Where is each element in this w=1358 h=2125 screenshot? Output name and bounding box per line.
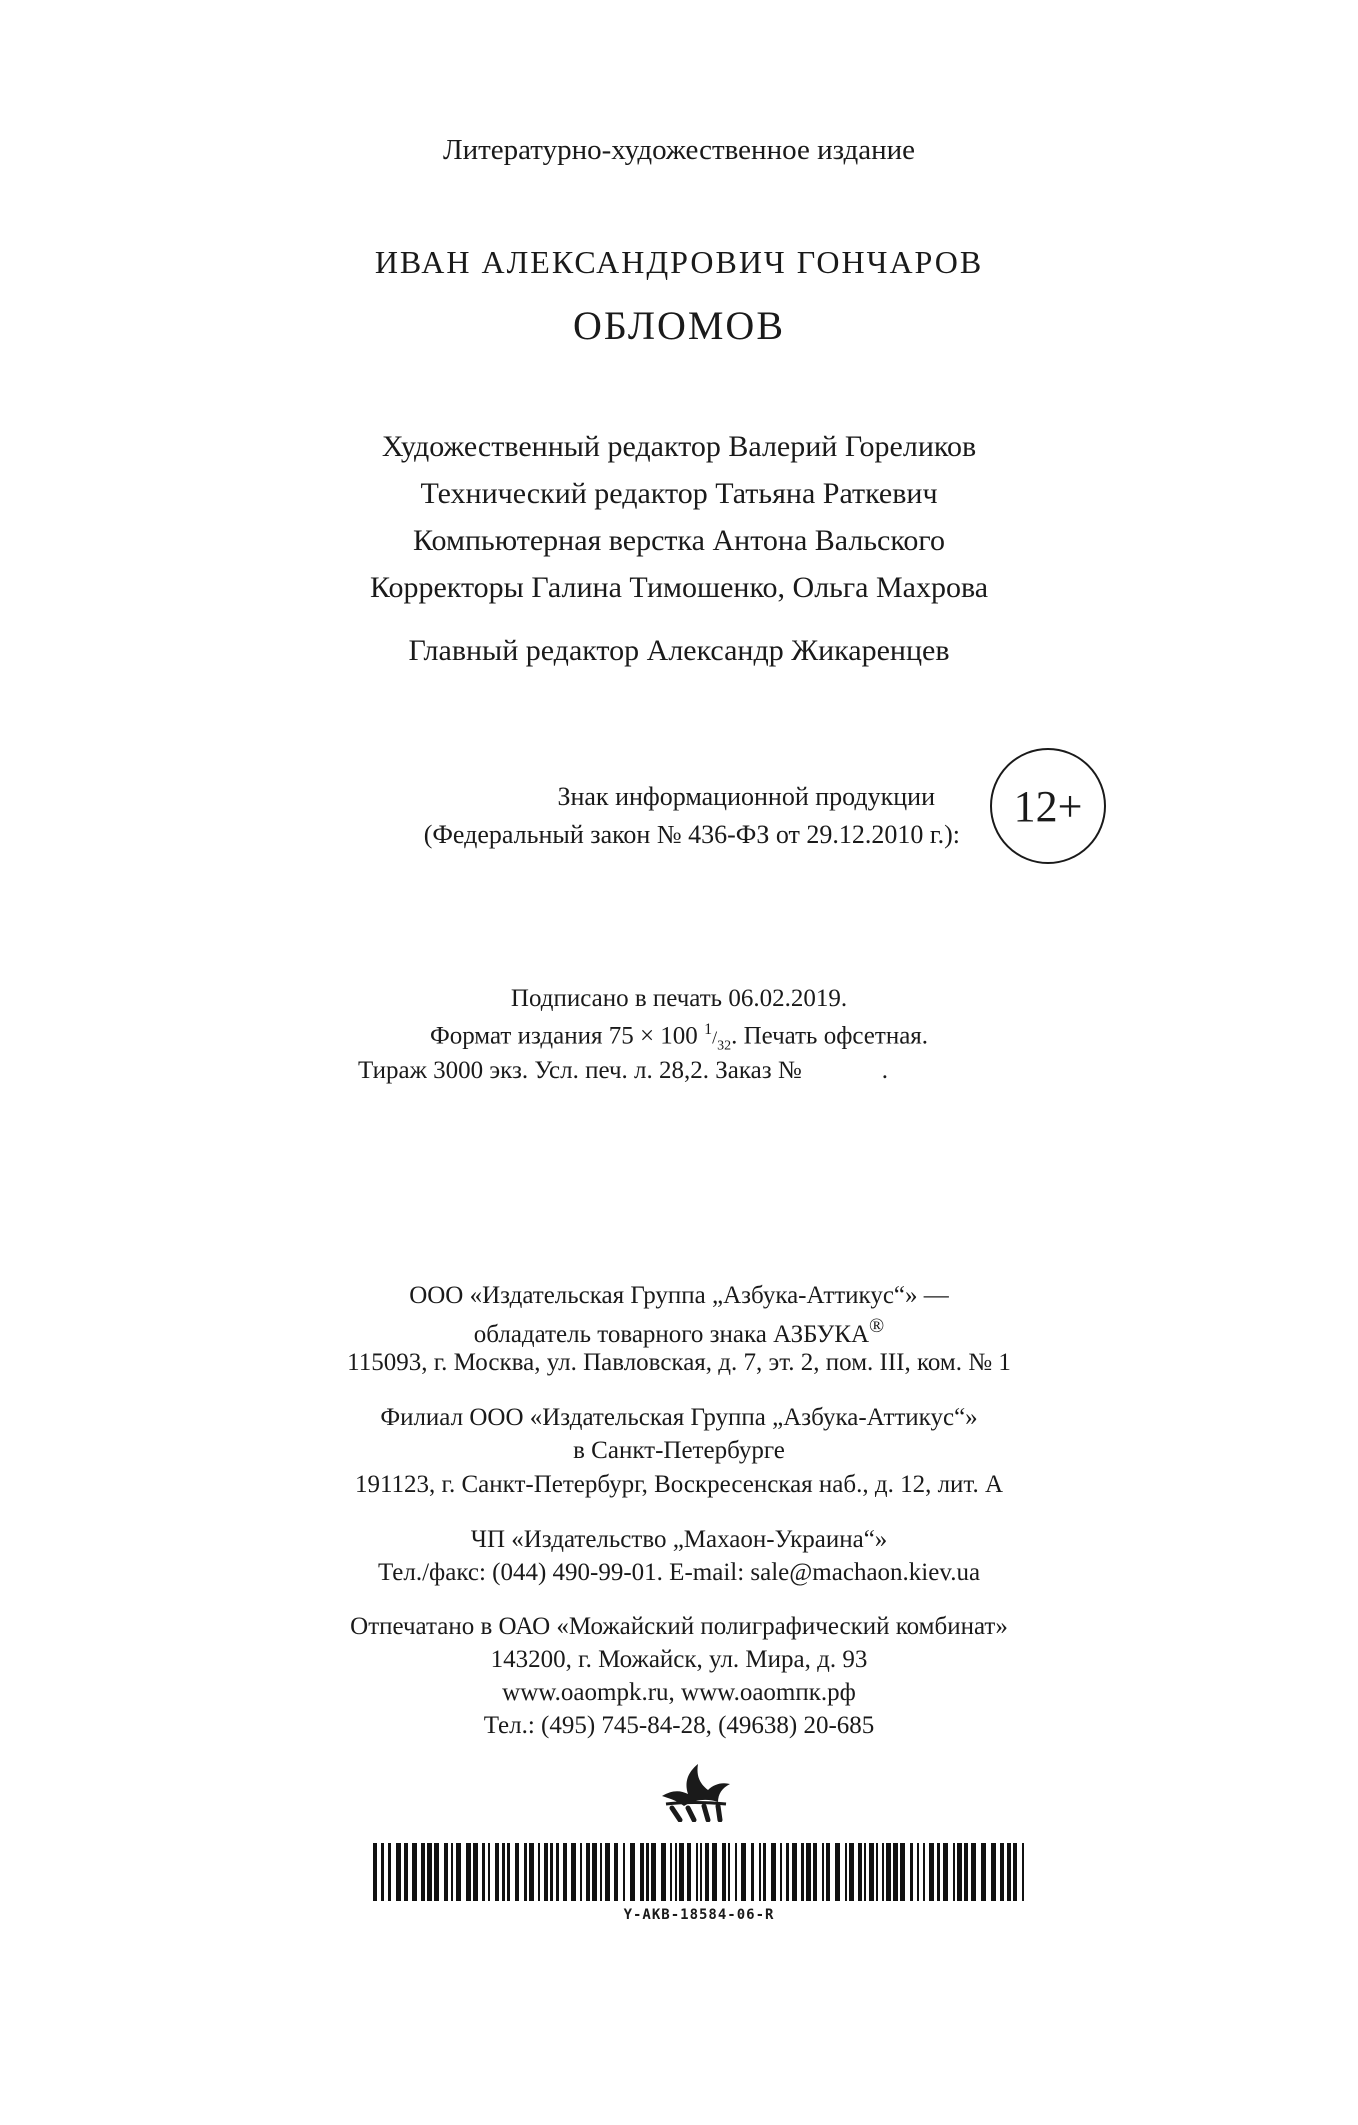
barcode-bar xyxy=(630,1843,635,1901)
barcode-bar xyxy=(651,1843,656,1901)
barcode-bar xyxy=(421,1843,425,1901)
barcode-bar xyxy=(763,1843,766,1901)
format-suffix: . Печать офсетная. xyxy=(731,1022,929,1050)
barcode-bar xyxy=(1007,1843,1011,1901)
barcode-bar xyxy=(679,1843,684,1901)
barcode-bar xyxy=(1013,1843,1017,1901)
barcode-bar xyxy=(801,1843,804,1901)
barcode-bar xyxy=(786,1843,789,1901)
barcode-bar xyxy=(728,1843,730,1901)
barcode-bar xyxy=(640,1843,644,1901)
barcode-bar xyxy=(466,1843,471,1901)
barcode-bar xyxy=(858,1843,862,1901)
barcode-bar xyxy=(864,1843,866,1901)
barcode-bar xyxy=(929,1843,934,1901)
barcode-bar xyxy=(700,1843,702,1901)
barcode-bar xyxy=(971,1843,976,1901)
barcode-bar xyxy=(722,1843,726,1901)
barcode-bar xyxy=(495,1843,499,1901)
barcode-bar xyxy=(646,1843,649,1901)
barcode-bar xyxy=(529,1843,534,1901)
barcode-bar xyxy=(910,1843,913,1901)
publisher-line1: ООО «Издательская Группа „Азбука-Аттикус“» — xyxy=(409,1282,949,1309)
info-sign-line2: (Федеральный закон № 436-ФЗ от 29.12.2010 г.): xyxy=(423,820,960,849)
barcode-bar xyxy=(943,1843,948,1901)
barcode-bar xyxy=(806,1843,811,1901)
format-fraction-den: 32 xyxy=(717,1038,732,1054)
barcode-bar xyxy=(687,1843,691,1901)
barcode-bar xyxy=(696,1843,698,1901)
genre-label: Литературно-художественное издание xyxy=(442,134,916,166)
print-run: Тираж 3000 экз. Усл. печ. л. 28,2. Заказ № . xyxy=(358,1057,888,1084)
credit-chief-editor: Главный редактор Александр Жикаренцев xyxy=(408,634,950,667)
barcode-bar xyxy=(556,1843,559,1901)
barcode-bar xyxy=(882,1843,884,1901)
barcode-bar xyxy=(427,1843,432,1901)
barcode-bar xyxy=(771,1843,776,1901)
barcode-bar xyxy=(502,1843,505,1901)
barcode-bar xyxy=(822,1843,824,1901)
publisher-line2-text: обладатель товарного знака АЗБУКА xyxy=(473,1321,870,1348)
barcode-bar xyxy=(780,1843,782,1901)
barcode-bar xyxy=(1000,1843,1004,1901)
branch-line1: Филиал ООО «Издательская Группа „Азбука-Аттикус“» xyxy=(380,1404,978,1431)
barcode-bar xyxy=(507,1843,510,1901)
barcode-bar xyxy=(373,1843,377,1901)
barcode-bar xyxy=(388,1843,391,1901)
barcode-bar xyxy=(957,1843,962,1901)
print-format: Формат издания 75 × 100 $^1/_{32}$. Печать офсетная. xyxy=(429,1021,929,1054)
publisher-line2 xyxy=(0,1315,1358,1349)
info-sign-text xyxy=(290,778,960,854)
barcode-bar xyxy=(571,1843,576,1901)
barcode-bar xyxy=(600,1843,602,1901)
barcode-bar xyxy=(538,1843,540,1901)
info-sign-line1: Знак информационной продукции xyxy=(557,782,935,811)
author-name: ИВАН АЛЕКСАНДРОВИЧ ГОНЧАРОВ xyxy=(374,244,984,280)
ukraine-line1: ЧП «Издательство „Махаон-Украина“» xyxy=(470,1526,888,1553)
credit-proofreaders: Корректоры Галина Тимошенко, Ольга Махрова xyxy=(369,571,989,604)
barcode-bar xyxy=(404,1843,408,1901)
barcode-bar xyxy=(893,1843,898,1901)
barcode-bar xyxy=(869,1843,874,1901)
branch-address: 191123, г. Санкт-Петербург, Воскресенская наб., д. 12, лит. А xyxy=(354,1471,1004,1498)
registered-mark: ® xyxy=(869,1315,885,1337)
barcode-bar xyxy=(381,1843,384,1901)
format-fraction-num: 1 xyxy=(704,1021,713,1038)
signed-to-print: Подписано в печать 06.02.2019. xyxy=(510,985,848,1012)
barcode-bar xyxy=(886,1843,891,1901)
barcode-bar xyxy=(614,1843,618,1901)
format-prefix: Формат издания 75 × 100 xyxy=(429,1022,705,1050)
barcode-bar xyxy=(550,1843,553,1901)
barcode-bar xyxy=(451,1843,453,1901)
barcode-bar xyxy=(675,1843,677,1901)
barcode-bar xyxy=(473,1843,478,1901)
barcode-bar xyxy=(849,1843,854,1901)
barcode-bar xyxy=(813,1843,817,1901)
barcode-bar xyxy=(661,1843,666,1901)
barcode-bar xyxy=(623,1843,625,1901)
printer-phones: Тел.: (495) 745-84-28, (49638) 20-685 xyxy=(483,1712,875,1739)
credit-tech-editor: Технический редактор Татьяна Раткевич xyxy=(420,477,938,510)
barcode-bar xyxy=(900,1843,905,1901)
branch-line2: в Санкт-Петербурге xyxy=(573,1437,785,1464)
print-run-text: Тираж 3000 экз. Усл. печ. л. 28,2. Заказ № xyxy=(358,1057,802,1084)
age-rating-badge xyxy=(990,748,1106,864)
barcode-bar xyxy=(482,1843,485,1901)
barcode-bar xyxy=(1022,1843,1024,1901)
barcode-bar xyxy=(792,1843,797,1901)
barcode-bar xyxy=(544,1843,548,1901)
printer-websites: www.oaompk.ru, www.oaomпк.рф xyxy=(502,1679,856,1706)
barcode-bar xyxy=(826,1843,830,1901)
barcode-bar xyxy=(712,1843,717,1901)
barcode-bar xyxy=(741,1843,746,1901)
barcode-bar xyxy=(592,1843,597,1901)
barcode-bar xyxy=(434,1843,439,1901)
printer-line1: Отпечатано в ОАО «Можайский полиграфический комбинат» xyxy=(350,1613,1008,1640)
barcode-bar xyxy=(923,1843,925,1901)
credit-layout: Компьютерная верстка Антона Вальского xyxy=(413,524,945,557)
barcode-bar xyxy=(953,1843,955,1901)
barcode-bar xyxy=(759,1843,761,1901)
barcode-bar xyxy=(580,1843,582,1901)
barcode-bar xyxy=(751,1843,754,1901)
barcode-bar xyxy=(605,1843,610,1901)
barcode-bar xyxy=(981,1843,986,1901)
barcode-bar xyxy=(515,1843,519,1901)
barcode xyxy=(373,1843,1025,1901)
barcode-bar xyxy=(937,1843,940,1901)
age-rating-label: 12+ xyxy=(1013,781,1083,831)
barcode-bar xyxy=(396,1843,401,1901)
barcode-bar xyxy=(488,1843,490,1901)
ukraine-contacts: Тел./факс: (044) 490-99-01. E-mail: sale@machaon.kiev.ua xyxy=(377,1559,981,1586)
publisher-address: 115093, г. Москва, ул. Павловская, д. 7, эт. 2, пом. III, ком. № 1 xyxy=(347,1349,1011,1376)
credit-art-editor: Художественный редактор Валерий Гореликов xyxy=(381,430,977,463)
barcode-bar xyxy=(917,1843,919,1901)
barcode-bar xyxy=(835,1843,840,1901)
book-title: ОБЛОМОВ xyxy=(572,303,785,348)
barcode-bar xyxy=(670,1843,672,1901)
barcode-bar xyxy=(845,1843,847,1901)
barcode-bar xyxy=(991,1843,996,1901)
barcode-bar xyxy=(563,1843,567,1901)
barcode-bar xyxy=(705,1843,709,1901)
barcode-bar xyxy=(524,1843,527,1901)
barcode-bar xyxy=(456,1843,461,1901)
barcode-bar xyxy=(735,1843,737,1901)
barcode-bar xyxy=(964,1843,968,1901)
printer-address: 143200, г. Можайск, ул. Мира, д. 93 xyxy=(490,1646,868,1673)
barcode-code: Y-AKB-18584-06-R xyxy=(623,1907,775,1923)
barcode-bar xyxy=(876,1843,878,1901)
barcode-bar xyxy=(412,1843,417,1901)
barcode-bar xyxy=(444,1843,448,1901)
publisher-logo-icon xyxy=(658,1760,734,1822)
barcode-bar xyxy=(586,1843,590,1901)
